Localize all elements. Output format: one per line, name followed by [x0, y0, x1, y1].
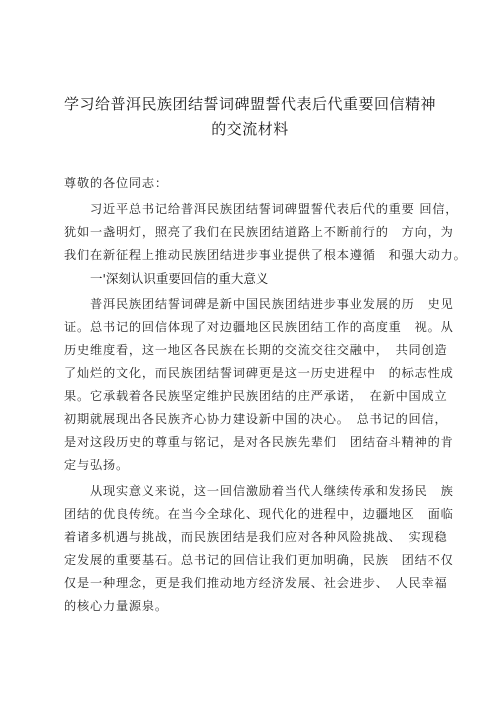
paragraph-2-line: 普洱民族团结誓词碑是新中国民族团结进步事业发展的历 史见	[64, 297, 454, 311]
paragraph-3-line: 仅是一种理念，更是我们推动地方经济发展、社会进步、 人民幸福	[64, 576, 448, 590]
paragraph-2-line: 果。它承载着各民族坚定维护民族团结的庄严承诺， 在新中国成立	[64, 389, 448, 403]
paragraph-1-line: 习近平总书记给普洱民族团结誓词碑盟誓代表后代的重要 回信，	[64, 202, 459, 216]
paragraph-2-line: 证。总书记的回信体现了对边疆地区民族团结工作的高度重 视。从	[64, 320, 454, 334]
paragraph-3-line: 定发展的重要基石。总书记的回信让我们更加明确，民族 团结不仅	[64, 553, 454, 567]
document-title-line-2: 的交流材料	[211, 120, 289, 138]
paragraph-3-line: 团结的优良传统。在当今全球化、现代化的进程中，边疆地区 面临	[64, 507, 454, 521]
paragraph-2-line: 了灿烂的文化，而民族团结誓词碑更是这一历史进程中 的标志性成	[64, 366, 454, 380]
paragraph-3-line: 的核心力量源泉。	[64, 599, 168, 613]
section-heading-1: 一'深刻认识重要回信的重大意义	[90, 271, 269, 286]
salutation: 尊敬的各位同志：	[64, 176, 168, 190]
paragraph-2-line: 定与弘扬。	[64, 458, 129, 472]
paragraph-1-line: 我们在新征程上推动民族团结进步事业提供了根本遵循 和强大动力。	[64, 248, 467, 262]
paragraph-1-line: 犹如一盏明灯，照亮了我们在民族团结道路上不断前行的 方向，为	[64, 225, 454, 239]
paragraph-2-line: 初期就展现出各民族齐心协力建设新中国的决心。 总书记的回信，	[64, 412, 448, 426]
document-title-line-1: 学习给普洱民族团结誓词碑盟誓代表后代重要回信精神	[63, 95, 436, 113]
paragraph-2-line: 历史维度看，这一地区各民族在长期的交流交往交融中， 共同创造	[64, 343, 448, 357]
paragraph-2-line: 是对这段历史的尊重与铭记，是对各民族先辈们 团结奋斗精神的肯	[64, 435, 454, 449]
paragraph-3-line: 着诸多机遇与挑战，而民族团结是我们应对各种风险挑战、 实现稳	[64, 530, 448, 544]
paragraph-3-line: 从现实意义来说，这一回信激励着当代人继续传承和发扬民 族	[64, 484, 454, 498]
